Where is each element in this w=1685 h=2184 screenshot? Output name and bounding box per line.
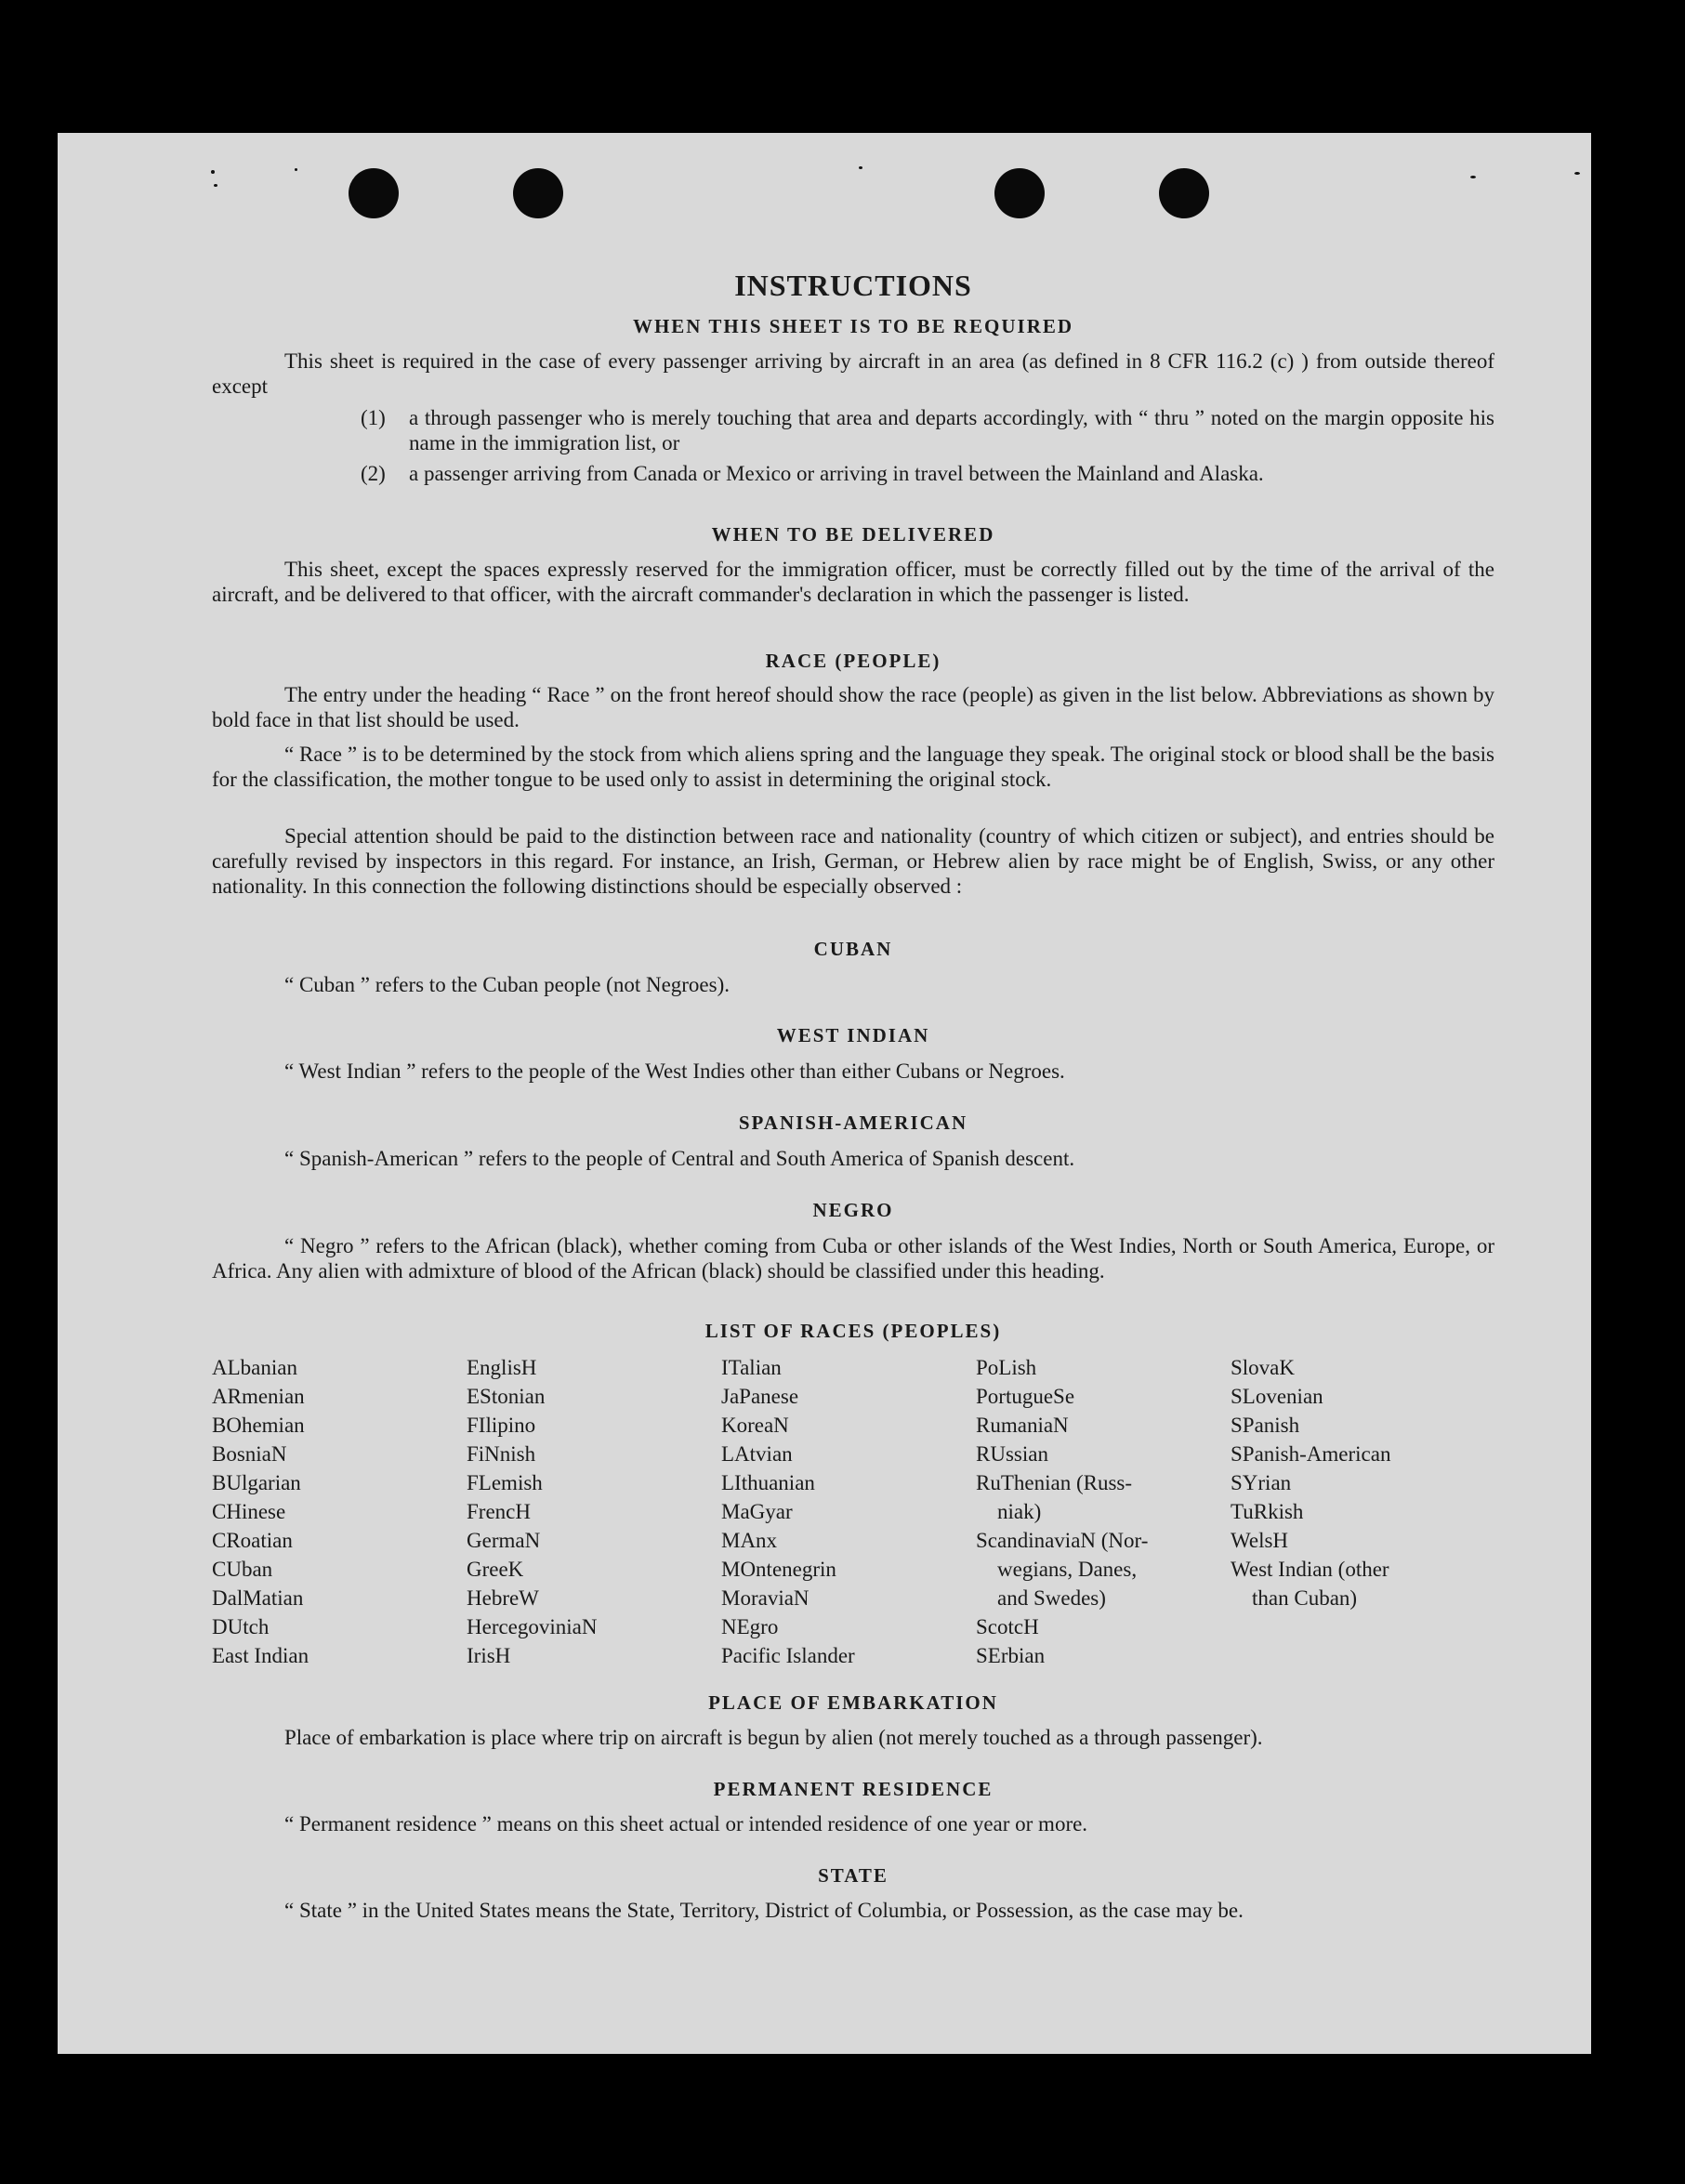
- section-text: This sheet is required in the case of every passenger arriving by aircraft in an area (as defined in 8 CFR 116.2 (c) ) from outside thereof except: [212, 349, 1494, 398]
- section-heading: LIST OF RACES (PEOPLES): [704, 1320, 1002, 1342]
- race-entry: RuThenian (Russ-: [976, 1471, 1133, 1494]
- race-entry: ITalian: [721, 1356, 782, 1379]
- race-entry: MOntenegrin: [721, 1558, 836, 1581]
- race-entry: MaGyar: [721, 1500, 793, 1523]
- race-entry: HercegoviniaN: [467, 1615, 598, 1638]
- race-entry: NEgro: [721, 1615, 779, 1638]
- race-entry: HebreW: [467, 1586, 539, 1610]
- item-text: a passenger arriving from Canada or Mexico or arriving in travel between the Mainland and Alaska.: [409, 462, 1264, 485]
- race-entry: and Swedes): [976, 1586, 1106, 1610]
- document-sheet: [58, 133, 1591, 2054]
- race-entry: LIthuanian: [721, 1471, 815, 1494]
- punch-hole: [349, 168, 399, 218]
- section-text: This sheet, except the spaces expressly reserved for the immigration officer, must be correctly filled out by the time of the arrival of the aircraft, and be delivered to that officer, with the aircraft commander's declaration in which the passenger is listed.: [212, 558, 1494, 606]
- section-text: Special attention should be paid to the distinction between race and nationality (country of which citizen or subject), and entries should be carefully revised by inspectors in this regard. For instance, an Irish, German, or Hebrew alien by race might be of English, Swiss, or any other nationality. In this connection the following distinctions should be especially observed :: [212, 824, 1494, 898]
- speck: [1470, 176, 1476, 178]
- race-entry: FiNnish: [467, 1442, 536, 1466]
- punch-hole: [513, 168, 563, 218]
- race-entry: CUban: [212, 1558, 273, 1581]
- section-heading: PLACE OF EMBARKATION: [708, 1691, 998, 1714]
- race-entry: ScandinaviaN (Nor-: [976, 1529, 1149, 1552]
- section-heading: WHEN THIS SHEET IS TO BE REQUIRED: [632, 315, 1074, 337]
- section-heading: RACE (PEOPLE): [765, 650, 941, 672]
- race-entry: ALbanian: [212, 1356, 297, 1379]
- section-text: Place of embarkation is place where trip on aircraft is begun by alien (not merely touched as a through passenger).: [284, 1726, 1263, 1749]
- race-entry: Pacific Islander: [721, 1644, 855, 1667]
- race-entry: PoLish: [976, 1356, 1037, 1379]
- race-entry: EStonian: [467, 1385, 546, 1408]
- section-text: “ Race ” is to be determined by the stock from which aliens spring and the language they speak. The original stock or blood shall be the basis for the classification, the mother tongue to be used only to assist in determining the original stock.: [212, 743, 1494, 791]
- race-entry: FIlipino: [467, 1414, 536, 1437]
- race-entry: ScotcH: [976, 1615, 1039, 1638]
- section-text: “ State ” in the United States means the State, Territory, District of Columbia, or Possession, as the case may be.: [284, 1899, 1244, 1922]
- race-entry: FLemish: [467, 1471, 543, 1494]
- section-heading: CUBAN: [813, 938, 893, 960]
- race-entry: FrencH: [467, 1500, 531, 1523]
- race-entry: ARmenian: [212, 1385, 305, 1408]
- section-heading: SPANISH-AMERICAN: [738, 1112, 968, 1134]
- race-entry: RumaniaN: [976, 1414, 1069, 1437]
- section-text: The entry under the heading “ Race ” on the front hereof should show the race (people) as given in the list below. Abbreviations as shown by bold face in that list should be used.: [212, 683, 1494, 731]
- item-number: (2): [361, 462, 386, 485]
- race-entry: DalMatian: [212, 1586, 304, 1610]
- race-column: [721, 1353, 855, 1670]
- race-entry: TuRkish: [1231, 1500, 1304, 1523]
- race-entry: RUssian: [976, 1442, 1048, 1466]
- section-text: “ Cuban ” refers to the Cuban people (not Negroes).: [284, 973, 731, 996]
- race-entry: GermaN: [467, 1529, 541, 1552]
- race-entry: niak): [976, 1500, 1042, 1523]
- race-column: [467, 1353, 598, 1670]
- speck: [859, 166, 862, 169]
- section-text: “ West Indian ” refers to the people of the West Indies other than either Cubans or Negroes.: [284, 1059, 1065, 1083]
- race-entry: SLovenian: [1231, 1385, 1323, 1408]
- race-entry: KoreaN: [721, 1414, 789, 1437]
- race-entry: SYrian: [1231, 1471, 1292, 1494]
- item-text: a through passenger who is merely touching that area and departs accordingly, with “ thru ” noted on the margin opposite his name in the immigration list, or: [409, 406, 1494, 454]
- race-entry: than Cuban): [1231, 1586, 1358, 1610]
- section-text: “ Permanent residence ” means on this sheet actual or intended residence of one year or more.: [284, 1812, 1088, 1835]
- section-heading: WEST INDIAN: [776, 1024, 930, 1046]
- race-column: [212, 1353, 309, 1670]
- race-entry: JaPanese: [721, 1385, 799, 1408]
- speck: [211, 170, 215, 174]
- speck: [295, 168, 297, 171]
- race-entry: EnglisH: [467, 1356, 537, 1379]
- punch-hole: [994, 168, 1045, 218]
- race-entry: East Indian: [212, 1644, 309, 1667]
- race-entry: West Indian (other: [1231, 1558, 1389, 1581]
- speck: [214, 184, 217, 187]
- race-entry: WelsH: [1231, 1529, 1289, 1552]
- race-entry: wegians, Danes,: [976, 1558, 1138, 1581]
- section-text: “ Spanish-American ” refers to the people of Central and South America of Spanish descent.: [284, 1147, 1075, 1170]
- section-heading: NEGRO: [812, 1199, 894, 1221]
- race-entry: PortugueSe: [976, 1385, 1075, 1408]
- race-entry: MAnx: [721, 1529, 778, 1552]
- section-heading: WHEN TO BE DELIVERED: [711, 523, 995, 546]
- section-text: “ Negro ” refers to the African (black), whether coming from Cuba or other islands of the West Indies, North or South America, Europe, or Africa. Any alien with admixture of blood of the African (black) should be classified under this heading.: [212, 1234, 1494, 1283]
- race-column: [976, 1353, 1148, 1670]
- race-entry: CHinese: [212, 1500, 286, 1523]
- race-entry: SPanish: [1231, 1414, 1300, 1437]
- race-entry: SErbian: [976, 1644, 1046, 1667]
- page-title: INSTRUCTIONS: [734, 269, 972, 302]
- race-entry: BOhemian: [212, 1414, 305, 1437]
- race-entry: BosniaN: [212, 1442, 287, 1466]
- item-number: (1): [361, 406, 386, 429]
- race-entry: IrisH: [467, 1644, 511, 1667]
- race-entry: DUtch: [212, 1615, 270, 1638]
- section-heading: PERMANENT RESIDENCE: [713, 1778, 994, 1800]
- race-entry: BUlgarian: [212, 1471, 301, 1494]
- speck: [1574, 172, 1580, 175]
- race-column: [1231, 1353, 1390, 1612]
- race-entry: MoraviaN: [721, 1586, 810, 1610]
- race-entry: GreeK: [467, 1558, 524, 1581]
- section-heading: STATE: [818, 1864, 889, 1887]
- race-entry: SPanish-American: [1231, 1442, 1391, 1466]
- punch-hole: [1159, 168, 1209, 218]
- race-entry: LAtvian: [721, 1442, 793, 1466]
- race-entry: SlovaK: [1231, 1356, 1295, 1379]
- race-entry: CRoatian: [212, 1529, 293, 1552]
